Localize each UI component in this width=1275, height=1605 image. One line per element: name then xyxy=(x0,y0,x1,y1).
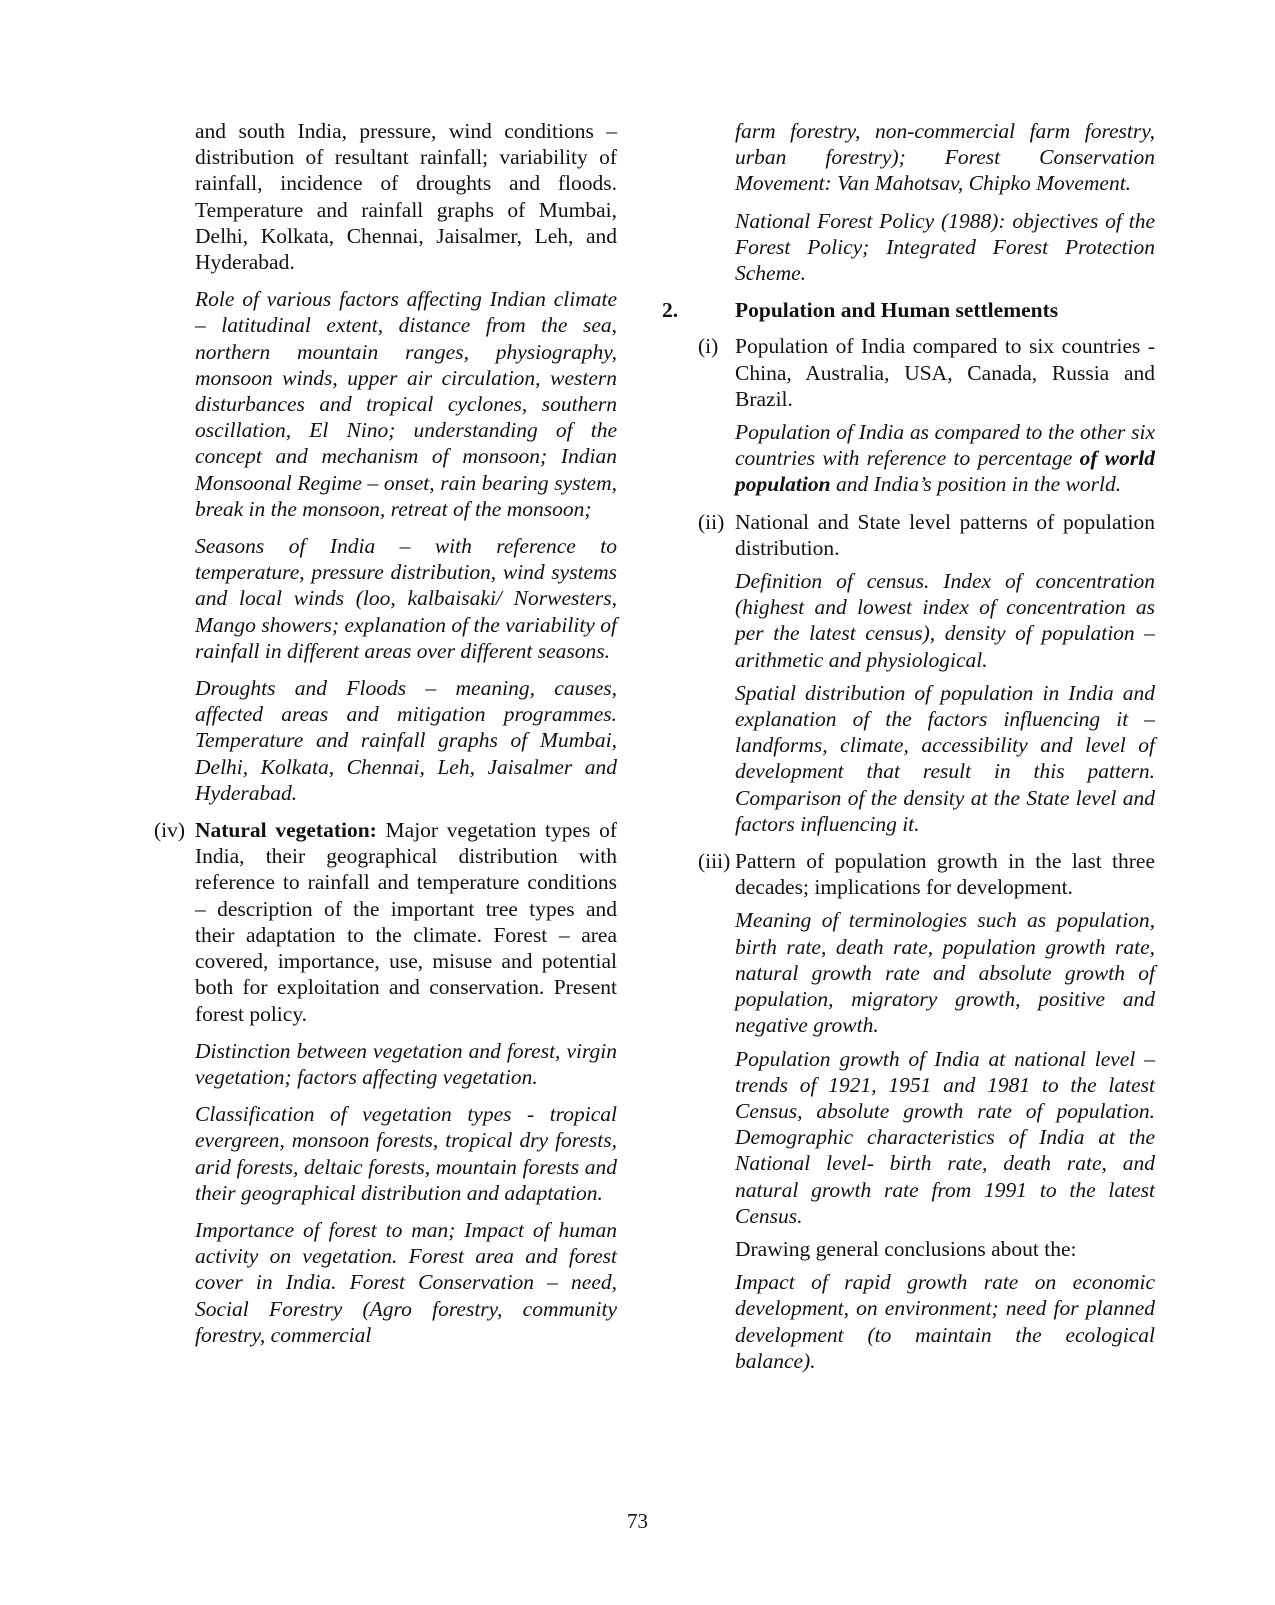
detail-bold-text: of world population xyxy=(735,446,1155,497)
section-title: Population and Human settlements xyxy=(735,298,1059,323)
census-definition-paragraph: Definition of census. Index of concentration (highest and lowest index of concentration as per the latest census), density of population – arithmetic and physiological. xyxy=(735,569,1155,672)
detail-text: and India’s position in the world. xyxy=(830,472,1122,497)
population-comparison-text: Population of India compared to six countries - China, Australia, USA, Canada, Russia and Brazil. xyxy=(735,334,1155,411)
section-number: 2. xyxy=(662,298,679,323)
left-column xyxy=(154,118,618,1359)
list-marker: (iii) xyxy=(698,849,731,874)
forest-importance-paragraph: Importance of forest to man; Impact of human activity on vegetation. Forest area and forest cover in India. Forest Conservation – need, Social Forestry (Agro forestry, community forestry, commercial xyxy=(195,1217,617,1347)
vegetation-distinction-paragraph: Distinction between vegetation and forest, virgin vegetation; factors affecting vegetation. xyxy=(195,1038,617,1089)
list-marker: (iv) xyxy=(154,818,186,843)
forest-policy-paragraph: National Forest Policy (1988): objectives of the Forest Policy; Integrated Forest Protection Scheme. xyxy=(735,208,1155,286)
spatial-distribution-paragraph: Spatial distribution of population in India and explanation of the factors influencing it – landforms, climate, accessibility and level of development that result in this pattern. Comparison of the density at the State level and factors influencing it. xyxy=(735,680,1155,836)
seasons-paragraph: Seasons of India – with reference to temperature, pressure distribution, wind systems and local winds (loo, kalbaisaki/ Norwesters, Mango showers; explanation of the variability of rainfall in different areas over different seasons. xyxy=(195,534,617,663)
natural-vegetation-label: Natural vegetation: xyxy=(195,818,377,843)
list-item-natural-vegetation xyxy=(154,817,618,1027)
vegetation-classification-paragraph: Classification of vegetation types - tropical evergreen, monsoon forests, tropical dry forests, arid forests, deltaic forests, mountain forests and their geographical distribution and adaptation. xyxy=(195,1102,617,1205)
list-marker: (i) xyxy=(698,334,719,359)
page-number: 73 xyxy=(627,1509,648,1533)
climate-factors-paragraph: Role of various factors affecting Indian climate – latitudinal extent, distance from the sea, northern mountain ranges, physiography, monsoon winds, upper air circulation, western disturbances and tropical cyclones, southern oscillation, El Nino; understanding of the concept and mechanism of monsoon; Indian Monsoonal Regime – onset, rain bearing system, break in the monsoon, retreat of the monsoon; xyxy=(195,287,617,521)
growth-impact-paragraph: Impact of rapid growth rate on economic development, on environment; need for planned development (to maintain the ecological balance). xyxy=(735,1270,1155,1373)
conclusions-paragraph: Drawing general conclusions about the: xyxy=(735,1236,1077,1261)
climate-rainfall-paragraph: and south India, pressure, wind conditions – distribution of resultant rainfall; variability of rainfall, incidence of droughts and floods. Temperature and rainfall graphs of Mumbai, Delhi, Kolkata, Chennai, Jaisalmer, Leh, and Hyderabad. xyxy=(195,119,617,275)
growth-trends-paragraph: Population growth of India at national level – trends of 1921, 1951 and 1981 to the latest Census, absolute growth rate of population. Demographic characteristics of India at the National level- birth rate, death rate, and natural growth rate from 1991 to the latest Census. xyxy=(735,1046,1155,1228)
forestry-continuation-paragraph: farm forestry, non-commercial farm forestry, urban forestry); Forest Conservation Movement: Van Mahotsav, Chipko Movement. xyxy=(735,119,1155,196)
natural-vegetation-paragraph xyxy=(195,817,617,1027)
section-heading xyxy=(662,297,1155,323)
terminologies-paragraph: Meaning of terminologies such as population, birth rate, death rate, population growth rate, natural growth rate and absolute growth of population, migratory growth, positive and negative growth. xyxy=(735,908,1155,1038)
list-marker: (ii) xyxy=(698,509,725,534)
right-column xyxy=(662,118,1155,1385)
list-item-population-distribution xyxy=(698,509,1155,837)
population-distribution-text: National and State level patterns of population distribution. xyxy=(735,509,1155,560)
population-growth-text: Pattern of population growth in the last three decades; implications for development. xyxy=(735,849,1155,900)
droughts-floods-paragraph: Droughts and Floods – meaning, causes, affected areas and mitigation programmes. Temperature and rainfall graphs of Mumbai, Delhi, Kolkata, Chennai, Leh, Jaisalmer and Hyderabad. xyxy=(195,676,617,805)
population-comparison-detail xyxy=(735,419,1155,498)
natural-vegetation-text: Major vegetation types of India, their geographical distribution with reference to rainfall and temperature conditions – description of the important tree types and their adaptation to the climate. Forest – area covered, importance, use, misuse and potential both for exploitation and conservation. Present forest policy. xyxy=(195,818,618,1026)
list-item-population-comparison xyxy=(698,333,1155,497)
detail-text: Population of India as compared to the other six countries with reference to percentage xyxy=(735,420,1155,471)
list-item-population-growth xyxy=(698,848,1155,1374)
